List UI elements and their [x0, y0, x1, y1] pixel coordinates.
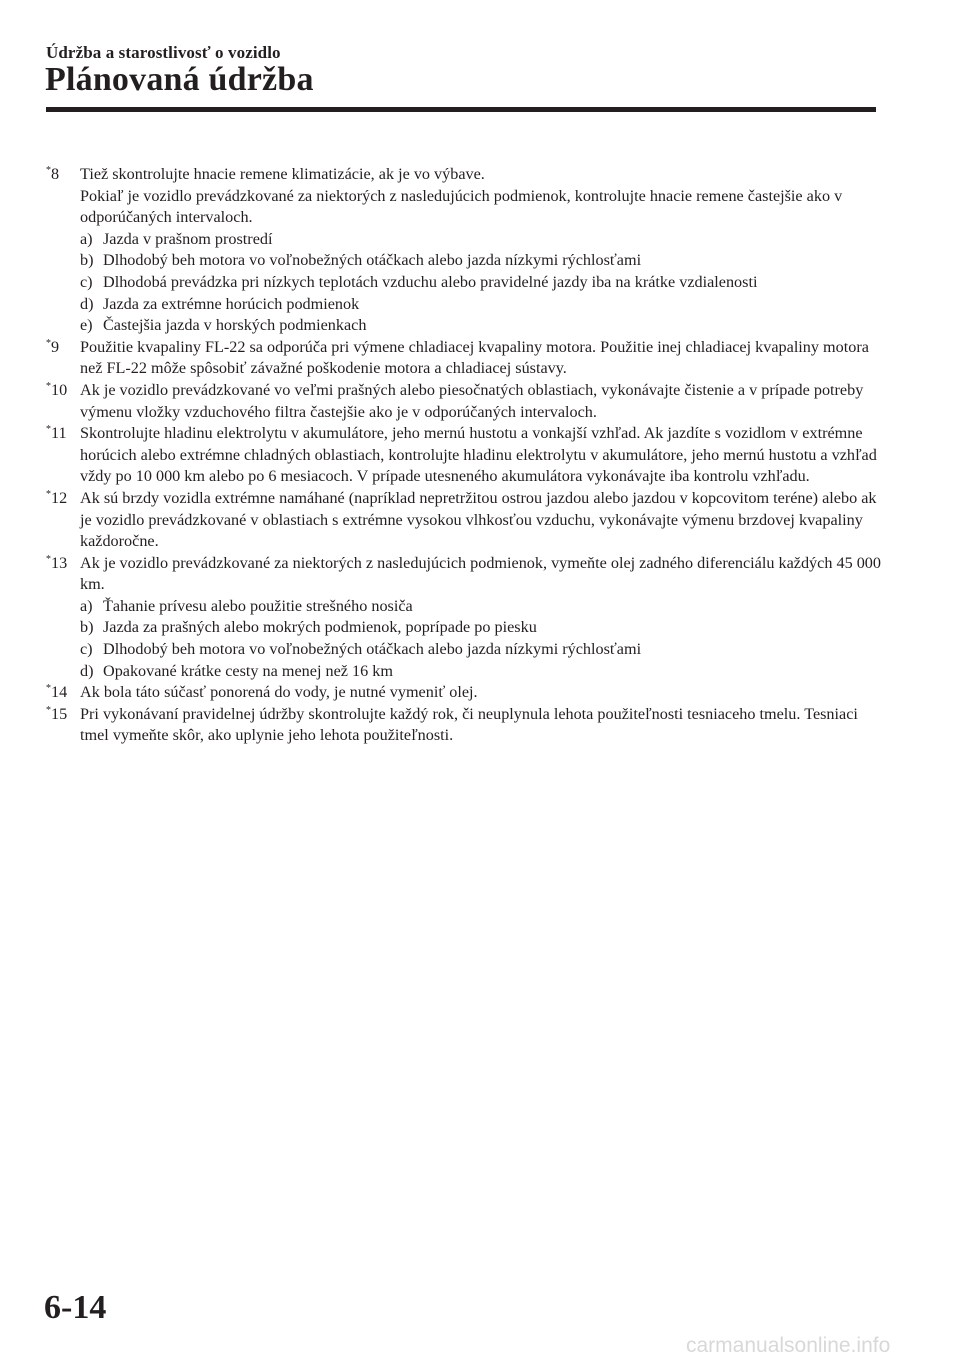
footnote-number — [46, 423, 80, 445]
footnote-text: Pri vykonávaní pravidelnej údržby skontrolujte každý rok, či neuplynula lehota použiteľnosti tesniaceho tmelu. Tesniaci tmel vymeňte skôr, ako uplynie jeho lehota použiteľnosti. — [80, 704, 858, 745]
footnote-asterisk: * — [46, 337, 51, 349]
footnote-body — [80, 704, 886, 747]
footnote-text: Ak je vozidlo prevádzkované za niektorých z nasledujúcich podmienok, vymeňte olej zadného diferenciálu každých 45 000 km. — [80, 553, 881, 594]
condition-item — [80, 596, 886, 618]
footnote-text: Ak je vozidlo prevádzkované vo veľmi prašných alebo piesočnatých oblastiach, vykonávajte čistenie a v prípade potreby výmenu vložky vzduchového filtra častejšie ako je v odporúčaných intervaloch. — [80, 380, 864, 421]
footnote-text: Pokiaľ je vozidlo prevádzkované za niektorých z nasledujúcich podmienok, kontrolujte hnacie remene častejšie ako v odporúčaných intervaloch. — [80, 186, 843, 227]
footnote-asterisk: * — [46, 165, 51, 176]
condition-item — [80, 661, 886, 683]
condition-letter: d) — [80, 661, 94, 680]
footnote-index: 12 — [51, 488, 68, 507]
footnote-text: Tiež skontrolujte hnacie remene klimatizácie, ak je vo výbave. — [80, 165, 485, 183]
footnote-index: 10 — [51, 380, 68, 399]
footnote — [46, 682, 886, 704]
footnotes-list — [46, 164, 886, 747]
footnote-asterisk: * — [46, 424, 51, 436]
condition-text: Dlhodobá prevádzka pri nízkych teplotách vzduchu alebo pravidelné jazdy iba na krátke vzdialenosti — [103, 272, 758, 291]
footnote-number — [46, 682, 80, 704]
condition-item — [80, 315, 886, 337]
footnote — [46, 553, 886, 683]
footnote-asterisk: * — [46, 683, 51, 695]
condition-letter: a) — [80, 596, 93, 615]
condition-letter: b) — [80, 251, 94, 270]
footnote-text: Použitie kvapaliny FL-22 sa odporúča pri výmene chladiacej kvapaliny motora. Použitie inej chladiacej kvapaliny motora než FL-22 môže spôsobiť závažné poškodenie motora a chladiacej sústavy. — [80, 337, 869, 378]
footnote — [46, 423, 886, 488]
condition-letter: a) — [80, 229, 93, 248]
condition-item — [80, 617, 886, 639]
footnote — [46, 164, 886, 337]
footnote-index: 15 — [51, 704, 68, 723]
footnote-asterisk: * — [46, 380, 51, 392]
footnote-text: Ak sú brzdy vozidla extrémne namáhané (napríklad nepretržitou ostrou jazdou alebo jazdou v kopcovitom teréne) alebo ak je vozidlo prevádzkované v oblastiach s extrémne vysokou vlhkosťou vzduchu, vykonávajte výmenu brzdovej kvapaliny každoročne. — [80, 488, 877, 551]
watermark: carmanualsonline.info — [686, 1334, 891, 1357]
condition-letter: c) — [80, 272, 93, 291]
condition-item — [80, 639, 886, 661]
footnote-body — [80, 682, 886, 704]
title-rule — [46, 107, 876, 112]
footnote-text: Ak bola táto súčasť ponorená do vody, je nutné vymeniť olej. — [80, 683, 478, 702]
footnote-index: 9 — [51, 337, 60, 356]
footnote-number — [46, 553, 80, 575]
footnote-body — [80, 423, 886, 488]
footnote-number — [46, 488, 80, 510]
condition-letter: d) — [80, 294, 94, 313]
footnote-asterisk: * — [46, 488, 51, 500]
footnote-index: 11 — [51, 424, 67, 443]
page-title: Plánovaná údržba — [45, 61, 314, 98]
condition-letter: e) — [80, 316, 93, 335]
condition-item — [80, 294, 886, 316]
condition-text: Častejšia jazda v horských podmienkach — [103, 316, 367, 335]
footnote-number — [46, 380, 80, 402]
condition-text: Jazda za prašných alebo mokrých podmienok, poprípade po piesku — [103, 618, 537, 637]
footnote-body — [80, 380, 886, 423]
footnote-index: 14 — [51, 683, 68, 702]
page-number: 6-14 — [44, 1289, 107, 1326]
condition-text: Ťahanie prívesu alebo použitie strešného nosiča — [103, 596, 413, 615]
footnote-body — [80, 337, 886, 380]
condition-letter: b) — [80, 618, 94, 637]
footnote-asterisk: * — [46, 704, 51, 716]
condition-text: Jazda v prašnom prostredí — [103, 229, 273, 248]
footnote-index: 13 — [51, 553, 68, 572]
footnote-text: Skontrolujte hladinu elektrolytu v akumulátore, jeho mernú hustotu a vonkajší vzhľad. Ak jazdíte s vozidlom v extrémne horúcich alebo extrémne chladných oblastiach, kontrolujte hladinu elektrolytu v akumulátore, jeho mernú hustotu a vzhľad vždy po 10 000 km alebo po 6 mesiacoch. V prípade utesneného akumulátora vykonávajte iba kontrolu vzhľadu. — [80, 424, 877, 486]
footnote — [46, 704, 886, 747]
footnote — [46, 337, 886, 380]
footnote-body — [80, 553, 886, 683]
section-label: Údržba a starostlivosť o vozidlo — [46, 43, 281, 62]
footnote-index: 8 — [51, 165, 60, 183]
condition-item — [80, 229, 886, 251]
condition-text: Dlhodobý beh motora vo voľnobežných otáčkach alebo jazda nízkymi rýchlosťami — [103, 251, 642, 270]
condition-text: Jazda za extrémne horúcich podmienok — [103, 294, 360, 313]
footnote-asterisk: * — [46, 553, 51, 565]
footnote — [46, 380, 886, 423]
footnote — [46, 488, 886, 553]
condition-text: Dlhodobý beh motora vo voľnobežných otáčkach alebo jazda nízkymi rýchlosťami — [103, 640, 642, 659]
condition-item — [80, 272, 886, 294]
condition-letter: c) — [80, 640, 93, 659]
footnote-number — [46, 704, 80, 726]
footnote-number — [46, 164, 80, 186]
condition-text: Opakované krátke cesty na menej než 16 km — [103, 661, 393, 680]
footnote-body — [80, 164, 886, 337]
condition-item — [80, 250, 886, 272]
footnote-number — [46, 337, 80, 359]
footnote-body — [80, 488, 886, 553]
